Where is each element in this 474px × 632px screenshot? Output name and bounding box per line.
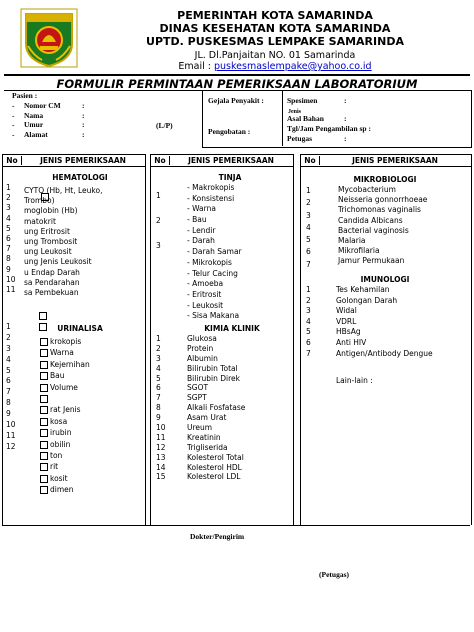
mikrobiologi-numbers <box>306 185 320 271</box>
row-number: 7 <box>306 259 311 269</box>
hematologi-checkbox[interactable] <box>41 186 49 205</box>
exam-item: Kreatinin <box>187 432 221 442</box>
patient-field-row: - Umur : <box>12 120 85 129</box>
row-number: 2 <box>156 343 161 353</box>
city-logo <box>20 8 78 68</box>
row-number: 1 <box>156 191 161 200</box>
exam-item: u Endap Darah <box>24 267 80 277</box>
col2-no-header: No <box>151 156 170 165</box>
officer-label: Petugas <box>287 134 312 143</box>
exam-item: Tes Kehamilan <box>336 285 390 294</box>
row-number: 12 <box>156 442 166 452</box>
patient-heading: Pasien : <box>12 91 38 100</box>
other-tests-label: Lain-lain : <box>336 376 373 385</box>
exam-item: Mikrofilaria <box>338 246 380 256</box>
row-number: 10 <box>6 420 16 430</box>
row-number: 7 <box>156 393 161 403</box>
row-number: 1 <box>306 285 311 294</box>
row-number: 5 <box>6 365 11 375</box>
exam-item: kosit <box>40 473 144 484</box>
specimen-colon: : <box>344 96 347 105</box>
row-number: 9 <box>6 409 11 419</box>
exam-item: - Mikrokopis <box>187 257 232 267</box>
urinalisa-items <box>40 336 144 495</box>
exam-item: Asam Urat <box>187 413 227 423</box>
exam-checkbox[interactable] <box>40 384 48 392</box>
exam-item: Albumin <box>187 353 218 363</box>
exam-item: Protein <box>187 343 214 353</box>
specimen-label: Spesimen <box>287 96 318 105</box>
col3-no-header: No <box>301 156 320 165</box>
exam-checkbox[interactable] <box>40 429 48 437</box>
exam-checkbox[interactable] <box>40 452 48 460</box>
symptoms-label: Gejala Penyakit : <box>208 96 264 105</box>
row-number: 3 <box>6 203 11 213</box>
row-number: 2 <box>306 295 311 305</box>
row-number: 14 <box>156 462 166 472</box>
exam-checkbox[interactable] <box>40 406 48 414</box>
row-number: 10 <box>6 274 16 284</box>
row-number: 4 <box>156 363 161 373</box>
exam-item: Candida Albicans <box>338 215 403 225</box>
row-number: 2 <box>6 193 11 203</box>
exam-item: - Warna <box>187 204 216 214</box>
row-number: 7 <box>6 244 11 254</box>
row-number: 6 <box>306 247 311 257</box>
kimia-title: KIMIA KLINIK <box>204 324 260 333</box>
row-number: 1 <box>306 186 311 195</box>
row-number: 2 <box>6 332 11 342</box>
exam-item: Trichomonas vaginalis <box>338 205 421 215</box>
exam-checkbox[interactable] <box>40 463 48 471</box>
exam-item: rit <box>40 461 144 472</box>
exam-item: Kolesterol LDL <box>187 472 241 482</box>
table-bottom-border <box>2 525 470 526</box>
exam-item: ton <box>40 450 144 461</box>
row-number: 9 <box>156 413 161 423</box>
exam-checkbox[interactable] <box>40 441 48 449</box>
exam-item: Trigliserida <box>187 442 228 452</box>
row-number: 5 <box>6 223 11 233</box>
row-number: 11 <box>6 284 16 294</box>
row-number: 1 <box>6 322 11 331</box>
form-title: FORMULIR PERMINTAAN PEMERIKSAAN LABORATORIUM <box>56 77 418 91</box>
row-number: 4 <box>306 316 311 326</box>
header-line-2: DINAS KESEHATAN KOTA SAMARINDA <box>159 22 391 35</box>
exam-item: irubin <box>40 427 144 438</box>
exam-item: Ureum <box>187 423 213 433</box>
imunologi-title: IMUNOLOGI <box>360 275 410 284</box>
officer-colon: : <box>344 134 347 143</box>
exam-item: krokopis <box>40 336 144 347</box>
row-number: 1 <box>156 334 161 343</box>
patient-field-row: - Nomor CM : <box>12 101 85 110</box>
mikrobiologi-title: MIKROBIOLOGI <box>353 175 417 184</box>
exam-item: Warna <box>40 347 144 358</box>
row-number: 8 <box>156 403 161 413</box>
row-number: 3 <box>156 353 161 363</box>
row-number: 1 <box>6 183 11 192</box>
kimia-items <box>187 334 291 482</box>
mikrobiologi-items <box>338 185 468 267</box>
exam-item: Volume <box>40 382 144 393</box>
exam-item: kosa <box>40 416 144 427</box>
exam-item: - Konsistensi <box>187 193 235 203</box>
exam-item: - Makrokopis <box>187 183 235 192</box>
patient-field-row: - Alamat : <box>12 129 85 139</box>
hematologi-numbers <box>6 183 20 295</box>
tinja-numbers <box>156 183 170 258</box>
urinalisa-numbers <box>6 322 20 453</box>
row-number: 3 <box>306 306 311 316</box>
row-number: 11 <box>6 430 16 440</box>
material-label: Asal Bahan <box>287 114 324 123</box>
exam-item: Bilirubin Total <box>187 363 238 373</box>
exam-checkbox[interactable] <box>40 475 48 483</box>
exam-item: - Amoeba <box>187 279 224 289</box>
row-number: 5 <box>156 373 161 383</box>
exam-item: Glukosa <box>187 334 217 343</box>
row-number: 8 <box>6 254 11 264</box>
doctor-signature-label: Dokter/Pengirim <box>190 532 245 541</box>
exam-item: Bacterial vaginosis <box>338 225 409 235</box>
header-line-3: UPTD. PUSKESMAS LEMPAKE SAMARINDA <box>146 35 404 48</box>
exam-item: Golongan Darah <box>336 295 398 305</box>
exam-item: - Sisa Makana <box>187 311 240 321</box>
header-line-1: PEMERINTAH KOTA SAMARINDA <box>177 9 373 22</box>
col1-no-header: No <box>3 156 22 165</box>
exam-checkbox[interactable] <box>40 361 48 369</box>
row-number: 4 <box>6 213 11 223</box>
exam-item: ung Leukosit <box>24 247 72 257</box>
exam-item: Alkali Fosfatase <box>187 403 246 413</box>
exam-item: sa Pendarahan <box>24 277 80 287</box>
exam-item: VDRL <box>336 316 357 326</box>
patient-sex: (L/P) <box>156 121 173 130</box>
row-number: 3 <box>6 343 11 353</box>
exam-item: sa Pembekuan <box>24 287 79 297</box>
imunologi-items <box>336 285 468 359</box>
exam-item: Mycobacterium <box>338 185 396 194</box>
exam-item: moglobin (Hb) <box>24 206 78 216</box>
exam-checkbox[interactable] <box>40 372 48 380</box>
imunologi-numbers <box>306 285 320 359</box>
row-number: 10 <box>156 423 166 433</box>
row-number: 6 <box>6 233 11 243</box>
exam-item: ung Trombosit <box>24 236 78 246</box>
exam-item: Antigen/Antibody Dengue <box>336 348 433 358</box>
row-number: 7 <box>306 348 311 358</box>
exam-item: Kolesterol HDL <box>187 462 242 472</box>
row-number: 5 <box>306 327 311 337</box>
row-number: 4 <box>6 354 11 364</box>
tinja-title: TINJA <box>218 173 242 182</box>
exam-item: Anti HIV <box>336 337 367 347</box>
exam-item: rat Jenis <box>40 404 144 415</box>
officer-signature-label: (Petugas) <box>319 570 349 579</box>
datetime-label: Tgl/Jam Pengambilan sp : <box>287 124 371 133</box>
row-number: 7 <box>6 387 11 397</box>
exam-item: Bau <box>40 370 144 381</box>
row-number: 2 <box>156 216 161 225</box>
header-divider <box>4 74 470 76</box>
exam-item: Trombo) <box>24 196 55 206</box>
exam-item: Bilirubin Direk <box>187 373 240 383</box>
row-number: 3 <box>306 210 311 220</box>
email-link[interactable]: puskesmaslempake@yahoo.co.id <box>214 61 372 72</box>
exam-item: Jamur Permukaan <box>338 256 405 266</box>
exam-item: Kejernihan <box>40 359 144 370</box>
row-number: 15 <box>156 472 166 482</box>
exam-checkbox[interactable] <box>40 349 48 357</box>
tinja-items <box>187 183 291 322</box>
exam-item: SGPT <box>187 393 207 403</box>
header-email-row <box>80 60 470 73</box>
col1-exam-header: JENIS PEMERIKSAAN <box>40 156 126 165</box>
row-number: 4 <box>306 222 311 232</box>
exam-item: CYTO (Hb, Ht, Leuko, <box>24 186 103 195</box>
exam-item: Neisseria gonnorrhoeae <box>338 195 428 205</box>
row-number: 6 <box>6 376 11 386</box>
specimen-type-label: Jenis <box>288 109 302 115</box>
col2-exam-header: JENIS PEMERIKSAAN <box>188 156 274 165</box>
email-label: Email : <box>178 61 214 72</box>
row-number: 3 <box>156 241 161 250</box>
row-number: 12 <box>6 441 16 451</box>
exam-item: ung Eritrosit <box>24 226 70 236</box>
row-number: 11 <box>156 432 166 442</box>
exam-item: - Darah Samar <box>187 247 242 257</box>
exam-checkbox[interactable] <box>40 338 48 346</box>
exam-item: - Lendir <box>187 225 216 235</box>
exam-item: - Darah <box>187 236 215 246</box>
row-number: 6 <box>306 337 311 347</box>
clinical-divider <box>282 90 283 146</box>
patient-field-row: - Nama : <box>12 110 85 120</box>
exam-item: - Telur Cacing <box>187 268 238 278</box>
row-number: 13 <box>156 452 166 462</box>
col3-exam-header: JENIS PEMERIKSAAN <box>352 156 438 165</box>
exam-item <box>40 393 144 404</box>
exam-item: matokrit <box>24 216 56 226</box>
row-number: 8 <box>6 398 11 408</box>
kimia-numbers <box>156 334 170 482</box>
exam-item: Widal <box>336 306 357 316</box>
hematologi-title: HEMATOLOGI <box>52 173 108 182</box>
exam-item: obilin <box>40 439 144 450</box>
exam-checkbox[interactable] <box>40 486 48 494</box>
row-number: 5 <box>306 235 311 245</box>
exam-checkbox[interactable] <box>40 395 48 403</box>
exam-checkbox[interactable] <box>40 418 48 426</box>
material-colon: : <box>344 114 347 123</box>
exam-item: - Leukosit <box>187 300 224 310</box>
exam-item: SGOT <box>187 383 209 393</box>
exam-item: Malaria <box>338 235 366 245</box>
exam-item: Kolesterol Total <box>187 452 244 462</box>
exam-item: dimen <box>40 484 144 495</box>
row-number: 2 <box>306 198 311 208</box>
urinalisa-title: URINALISA <box>57 324 103 333</box>
exam-item: - Eritrosit <box>187 289 222 299</box>
row-number: 6 <box>156 383 161 393</box>
header-address: JL. Dl.Panjaitan NO. 01 Samarinda <box>194 50 356 61</box>
exam-item: ung Jenis Leukosit <box>24 257 92 267</box>
treatment-label: Pengobatan : <box>208 127 251 136</box>
row-number: 9 <box>6 264 11 274</box>
patient-fields <box>12 101 85 139</box>
exam-item: - Bau <box>187 215 207 225</box>
exam-item: HBsAg <box>336 327 361 337</box>
